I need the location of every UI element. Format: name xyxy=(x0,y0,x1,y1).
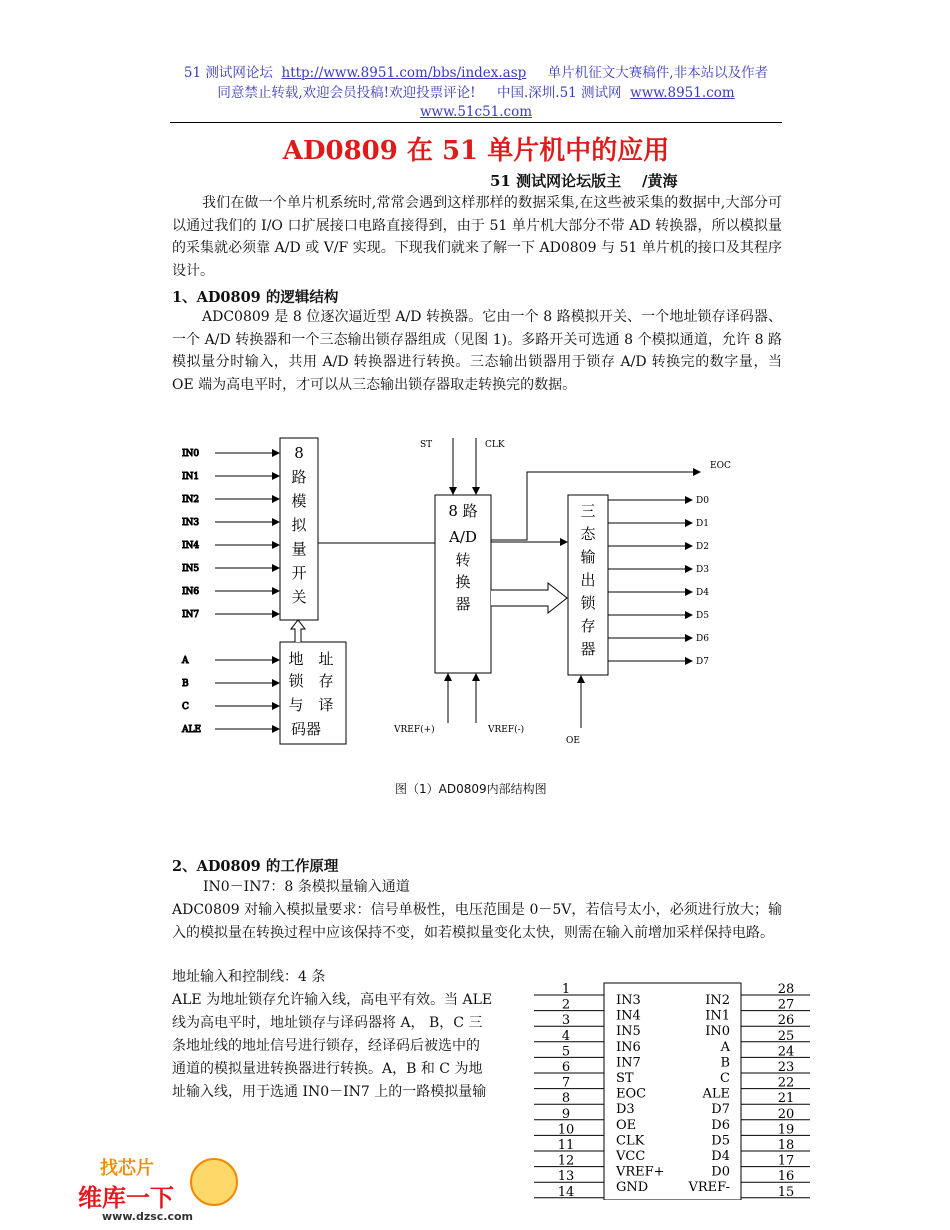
location: 中国.深圳.51 测试网 xyxy=(496,85,622,101)
pin-number-20: 20 xyxy=(777,1106,795,1122)
section2-paragraph: ADC0809 对输入模拟量要求：信号单极性，电压范围是 0－5V，若信号太小，必须进行放大；输入的模拟量在转换过程中应该保持不变，如若模拟量变化太快，则需在输入前增加采样保持电路。 xyxy=(172,902,782,941)
data-bus-arrow xyxy=(491,583,567,613)
pin-name-left: IN5 xyxy=(616,1024,641,1040)
vref-neg-label: VREF(-) xyxy=(488,725,525,735)
input-label-in0: IN0 xyxy=(182,449,200,459)
input-label-in2: IN2 xyxy=(182,495,200,505)
latch-char: 存 xyxy=(318,672,334,690)
logo-top-text: 找芯片 xyxy=(100,1158,154,1179)
pin-name-left: IN7 xyxy=(616,1055,641,1071)
pin-name-right: D5 xyxy=(711,1133,730,1149)
pin-name-left: ST xyxy=(616,1071,634,1086)
pin-number-9: 9 xyxy=(561,1106,571,1122)
pin-name-left: D3 xyxy=(616,1102,635,1118)
pin-number-25: 25 xyxy=(777,1028,795,1044)
out-latch-char: 三 xyxy=(580,502,596,520)
latch-char: 码器 xyxy=(290,720,322,738)
wrap-line-1: ALE 为地址锁存允许输入线，高电平有效。当 ALE xyxy=(172,992,493,1008)
pin-number-5: 5 xyxy=(561,1044,571,1060)
pin-number-16: 16 xyxy=(777,1169,795,1185)
section2-title: 2、AD0809 的工作原理 xyxy=(172,858,339,875)
pin-number-22: 22 xyxy=(777,1075,795,1091)
pin-name-right: D6 xyxy=(711,1117,730,1133)
pin-number-14: 14 xyxy=(557,1184,575,1200)
pin-number-15: 15 xyxy=(777,1184,795,1200)
wrap-line-3: 条地址线的地址信号进行锁存，经译码后被选中的 xyxy=(172,1038,480,1054)
switch-char: 关 xyxy=(291,588,307,606)
wrap-line-4: 通道的模拟量进转换器进行转换。A，B 和 C 为地 xyxy=(172,1061,483,1077)
site-name: 51 测试网论坛 xyxy=(183,65,273,81)
oe-label: OE xyxy=(566,736,580,746)
input-label-in1: IN1 xyxy=(182,472,200,482)
output-label-d2: D2 xyxy=(696,542,709,552)
pin-name-right: ALE xyxy=(702,1086,730,1102)
pin-name-right: B xyxy=(720,1055,730,1071)
pin-name-right: D7 xyxy=(711,1102,730,1118)
section1-title: 1、AD0809 的逻辑结构 xyxy=(172,289,339,306)
adc-char: 器 xyxy=(455,595,471,613)
input-label-in6: IN6 xyxy=(182,587,200,597)
eoc-label: EOC xyxy=(710,461,731,471)
adc-char: 8 路 xyxy=(448,502,478,520)
pin-number-4: 4 xyxy=(561,1028,571,1044)
st-label: ST xyxy=(420,440,433,450)
adc-char: 换 xyxy=(455,573,471,591)
pin-number-28: 28 xyxy=(777,982,795,997)
pin-name-left: IN3 xyxy=(616,993,641,1008)
pin-name-left: VCC xyxy=(616,1149,646,1164)
addr-label-c: C xyxy=(182,702,189,712)
header-line-2 xyxy=(170,84,782,103)
pin-name-left: VREF+ xyxy=(616,1164,665,1180)
pin-number-21: 21 xyxy=(777,1091,795,1107)
addr-label-b: B xyxy=(182,679,189,689)
author-role: 51 测试网论坛版主 xyxy=(490,172,622,190)
output-label-d7: D7 xyxy=(696,657,709,667)
pin-number-13: 13 xyxy=(557,1169,575,1185)
out-latch-char: 输 xyxy=(580,548,596,566)
byline xyxy=(490,170,677,191)
out-latch-char: 出 xyxy=(580,571,596,589)
bbs-link[interactable]: http://www.8951.com/bbs/index.asp xyxy=(281,65,527,81)
adc-char: 转 xyxy=(455,551,471,569)
pin-name-left: IN6 xyxy=(616,1039,641,1055)
wrap-line-2: 线为高电平时，地址锁存与译码器将 A， B，C 三 xyxy=(172,1015,483,1031)
latch-char: 译 xyxy=(318,696,334,714)
figure-caption: 图（1）AD0809内部结构图 xyxy=(395,782,547,796)
header-line-3 xyxy=(170,103,782,122)
input-label-in7: IN7 xyxy=(182,610,200,620)
pin-name-right: VREF- xyxy=(688,1180,730,1196)
pin-name-right: C xyxy=(720,1071,730,1086)
logo-url: www.dzsc.com xyxy=(102,1210,194,1223)
notice-2: 同意禁止转载,欢迎会员投稿!欢迎投票评论! xyxy=(217,85,476,101)
addr-label-ale: ALE xyxy=(182,725,202,735)
pinout-diagram xyxy=(530,980,820,1200)
switch-char: 8 xyxy=(294,444,304,462)
out-latch-char: 态 xyxy=(580,525,596,543)
block-diagram xyxy=(170,430,770,770)
clk-label: CLK xyxy=(485,440,505,450)
pin-number-19: 19 xyxy=(777,1122,795,1138)
header-line-1 xyxy=(170,64,782,83)
notice-1: 单片机征文大赛稿件,非本站以及作者 xyxy=(547,65,769,81)
out-latch-char: 锁 xyxy=(580,594,596,612)
logo-main-text: 维库一下 xyxy=(78,1184,174,1212)
out-latch-char: 存 xyxy=(580,617,596,635)
pin-number-10: 10 xyxy=(557,1122,575,1138)
pin-number-6: 6 xyxy=(561,1060,571,1075)
output-label-d0: D0 xyxy=(696,496,709,506)
site-link-2[interactable]: www.51c51.com xyxy=(419,104,533,120)
latch-char: 锁 xyxy=(288,672,304,690)
site-link[interactable]: www.8951.com xyxy=(630,85,735,101)
article-title: AD0809 在 51 单片机中的应用 xyxy=(282,136,670,166)
switch-char: 开 xyxy=(291,564,307,582)
pin-name-left: GND xyxy=(616,1180,649,1196)
pin-number-18: 18 xyxy=(777,1138,795,1153)
pin-number-1: 1 xyxy=(561,982,571,997)
pin-name-right: IN0 xyxy=(705,1024,730,1040)
switch-char: 模 xyxy=(291,492,307,510)
pin-number-3: 3 xyxy=(561,1013,571,1029)
output-label-d3: D3 xyxy=(696,565,709,575)
section2-line1: IN0－IN7：8 条模拟量输入通道 xyxy=(203,879,410,895)
section2-line2: 地址输入和控制线：4 条 xyxy=(172,969,326,985)
pin-number-7: 7 xyxy=(561,1075,571,1091)
input-label-in5: IN5 xyxy=(182,564,200,574)
input-label-in4: IN4 xyxy=(182,541,200,551)
pin-name-right: D4 xyxy=(711,1149,730,1164)
latch-char: 址 xyxy=(318,650,334,668)
pin-name-left: EOC xyxy=(616,1086,647,1102)
pin-name-right: A xyxy=(720,1039,730,1055)
adc-char: A/D xyxy=(449,528,477,546)
output-label-d6: D6 xyxy=(696,634,709,644)
switch-char: 拟 xyxy=(291,516,307,534)
switch-char: 量 xyxy=(291,540,307,558)
output-label-d4: D4 xyxy=(696,588,709,598)
pin-name-right: D0 xyxy=(711,1164,730,1180)
pin-number-26: 26 xyxy=(777,1013,795,1029)
pin-number-2: 2 xyxy=(561,997,571,1013)
pin-name-right: IN2 xyxy=(705,993,730,1008)
pin-number-11: 11 xyxy=(557,1138,575,1153)
pin-number-23: 23 xyxy=(777,1060,795,1075)
pin-number-12: 12 xyxy=(557,1153,575,1169)
author-name: /黄海 xyxy=(642,172,678,190)
addr-label-a: A xyxy=(182,656,189,666)
pin-number-24: 24 xyxy=(777,1044,795,1060)
output-label-d5: D5 xyxy=(696,611,709,621)
latch-char: 地 xyxy=(288,650,304,668)
pin-name-right: IN1 xyxy=(705,1008,730,1024)
header-rule xyxy=(170,122,782,123)
output-label-d1: D1 xyxy=(696,519,709,529)
pin-number-17: 17 xyxy=(777,1153,795,1169)
pin-name-left: IN4 xyxy=(616,1008,641,1024)
intro-paragraph: 我们在做一个单片机系统时,常常会遇到这样那样的数据采集,在这些被采集的数据中,大部分可以通过我们的 I/O 口扩展接口电路直接得到，由于 51 单片机大部分不带 AD 转换器，所以模拟量的采集就必须靠 A/D 或 V/F 实现。下现我们就来了解一下 AD0809 与 51 单片机的接口及其程序设计。 xyxy=(172,195,782,279)
input-label-in3: IN3 xyxy=(182,518,200,528)
section1-paragraph: ADC0809 是 8 位逐次逼近型 A/D 转换器。它由一个 8 路模拟开关、一个地址锁存译码器、一个 A/D 转换器和一个三态输出锁存器组成（见图 1)。多路开关可选通 8 个模拟通道，允许 8 路模拟量分时输入，共用 A/D 转换器进行转换。三态输出锁器用于锁存 A/D 转换完的数字量，当 OE 端为高电平时，才可以从三态输出锁存器取走转换完的数据。 xyxy=(172,309,782,393)
vref-pos-label: VREF(+) xyxy=(394,725,435,735)
pin-name-left: OE xyxy=(616,1117,637,1133)
pin-number-27: 27 xyxy=(777,997,795,1013)
pin-name-left: CLK xyxy=(616,1133,645,1149)
dzsc-logo xyxy=(70,1148,240,1228)
switch-char: 路 xyxy=(291,468,307,486)
out-latch-char: 器 xyxy=(580,640,596,658)
latch-to-switch-arrow xyxy=(291,620,305,642)
latch-char: 与 xyxy=(288,696,304,714)
wrap-line-5: 址输入线，用于选通 IN0－IN7 上的一路模拟量输 xyxy=(172,1084,487,1100)
pin-number-8: 8 xyxy=(561,1091,571,1107)
mascot-icon xyxy=(190,1158,238,1206)
